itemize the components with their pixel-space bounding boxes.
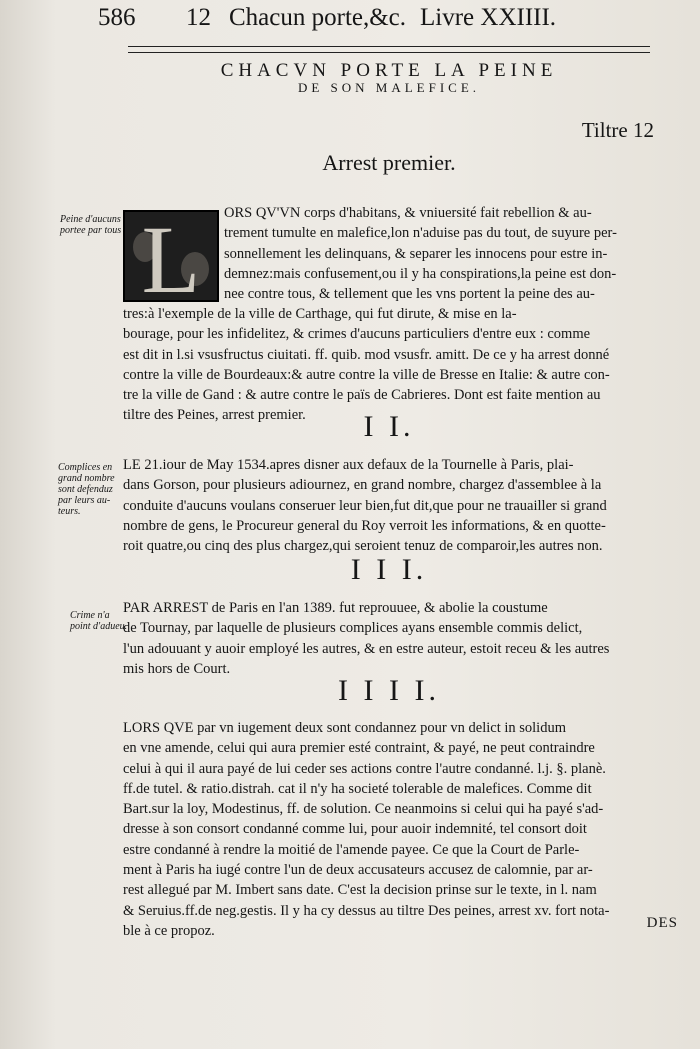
section-numeral-2: I I.: [363, 410, 415, 443]
text-line: celui à qui il aura payé de lui ceder ses actions contre l'autre condanné. l.j. §. planè.: [123, 760, 606, 777]
arrest-heading: Arrest premier.: [322, 150, 456, 175]
title-number: 12: [186, 4, 211, 31]
section-numeral-4: I I I I.: [338, 674, 440, 707]
text-line: tres:à l'exemple de la ville de Carthage, qui fut dirute, & mise en la-: [123, 306, 517, 322]
margin-note-2: Complices en grand nombre sont defenduz par leurs au- teurs.: [58, 462, 115, 517]
text-line: estre condanné à rendre la moitié de l'amende payee. Ce que la Court de Parle-: [123, 841, 580, 858]
text-line: nee contre tous, & tellement que les vns portent la peine des au-: [224, 286, 595, 303]
text-line: mis hors de Court.: [123, 660, 231, 677]
text-line: rest allegué par M. Imbert sans date. C'est la decision prinse sur le texte, in l. nam: [123, 882, 597, 899]
text-line: tre la ville de Gand : & autre contre le païs de Cabrieres. Dont est faite mention au: [123, 387, 601, 404]
text-line: & Seruius.ff.de neg.gestis. Il y ha cy dessus au tiltre Des peines, arrest xv. fort nota-: [123, 902, 610, 919]
section-3-text: [123, 598, 648, 679]
text-line: LE 21.iour de May 1534.apres disner aux defaux de la Tournelle à Paris, plai-: [123, 457, 574, 473]
text-line: en vne amende, celui qui aura premier esté contraint, & payé, ne peut contraindre: [123, 740, 595, 757]
text-line: dans Gorson, pour plusieurs adiournez, en grand nombre, chargez d'assemblee à la: [123, 477, 602, 494]
head-rule-2: [128, 52, 650, 53]
section-2-text: [123, 455, 648, 556]
page-number: 586: [98, 4, 136, 31]
section-subtitle: DE SON MALEFICE.: [297, 80, 481, 95]
section-1-text: [224, 203, 648, 304]
text-line: l'un adouuant y auoir employé les autres, & en estre auteur, estoit receu & les autres: [123, 640, 610, 657]
head-rule: [128, 46, 650, 47]
text-line: dresse à son consort condanné comme lui, pour auoir indemnité, tel consort doit: [123, 821, 587, 838]
text-line: trement tumulte en malefice,lon n'aduise pas du tout, de suyure per-: [224, 225, 617, 242]
text-line: demnez:mais confusement,ou il y ha conspirations,la peine est don-: [224, 265, 617, 282]
text-line: ble à ce propoz.: [123, 922, 215, 939]
running-title: Chacun porte,&c.: [229, 4, 407, 31]
text-line: nombre de gens, le Procureur general du Roy verroit les informations, & en quotte-: [123, 517, 606, 534]
text-line: conduite d'aucuns voulans conseruer leur bien,fut dit,que pour ne trauailler si grand: [123, 497, 607, 514]
text-line: PAR ARREST de Paris en l'an 1389. fut reprouuee, & abolie la coustume: [123, 600, 548, 616]
margin-note-1: Peine d'aucuns portee par tous: [60, 214, 122, 236]
text-line: de Tournay, par laquelle de plusieurs complices ayans ensemble commis delict,: [123, 620, 583, 637]
text-line: roit quatre,ou cinq des plus chargez,qui seroient tenuz de comparoir,les autres non.: [123, 538, 603, 555]
section-numeral-3: I I I.: [350, 553, 428, 586]
catchword: DES: [646, 915, 678, 931]
titre-label: Tiltre 12: [581, 118, 654, 142]
drop-cap-letter: L: [141, 206, 201, 313]
text-line: est dit in l.si vsusfructus ciuitati. ff. quib. mod vsusfr. amitt. De ce y ha arrest donné: [123, 346, 610, 363]
text-line: tiltre des Peines, arrest premier.: [123, 407, 306, 424]
text-line: Bart.sur la loy, Modestinus, ff. de solution. Ce neanmoins si celui qui ha payé s'ad-: [123, 801, 604, 818]
text-line: sonnellement les delinquans, & separer les innocens pour estre in-: [224, 245, 608, 262]
book-label: Livre XXIIII.: [420, 4, 557, 31]
drop-cap-ornament: [123, 206, 219, 313]
text-line: bourage, pour les infidelitez, & crimes d'aucuns particuliers d'entre eux : comme: [123, 326, 591, 343]
section-1-text-cont: [123, 304, 648, 426]
text-line: ment à Paris ha iugé contre l'un de deux accusateurs accusez de calomnie, par ar-: [123, 862, 593, 879]
text-line: LORS QVE par vn iugement deux sont condannez pour vn delict in solidum: [123, 720, 566, 736]
margin-note-3: Crime n'a point d'adueu.: [70, 610, 128, 632]
section-4-text: [123, 718, 648, 941]
section-title: CHACVN PORTE LA PEINE: [220, 60, 558, 81]
text-line: ORS QV'VN corps d'habitans, & vniuersité fait rebellion & au-: [224, 205, 592, 221]
text-line: ff.de tutel. & ratio.distrah. cat il n'y ha societé tolerable de malefices. Comme dit: [123, 780, 592, 797]
text-line: contre la ville de Bourdeaux:& autre contre la ville de Bresse en Italie: & autre con-: [123, 366, 610, 383]
